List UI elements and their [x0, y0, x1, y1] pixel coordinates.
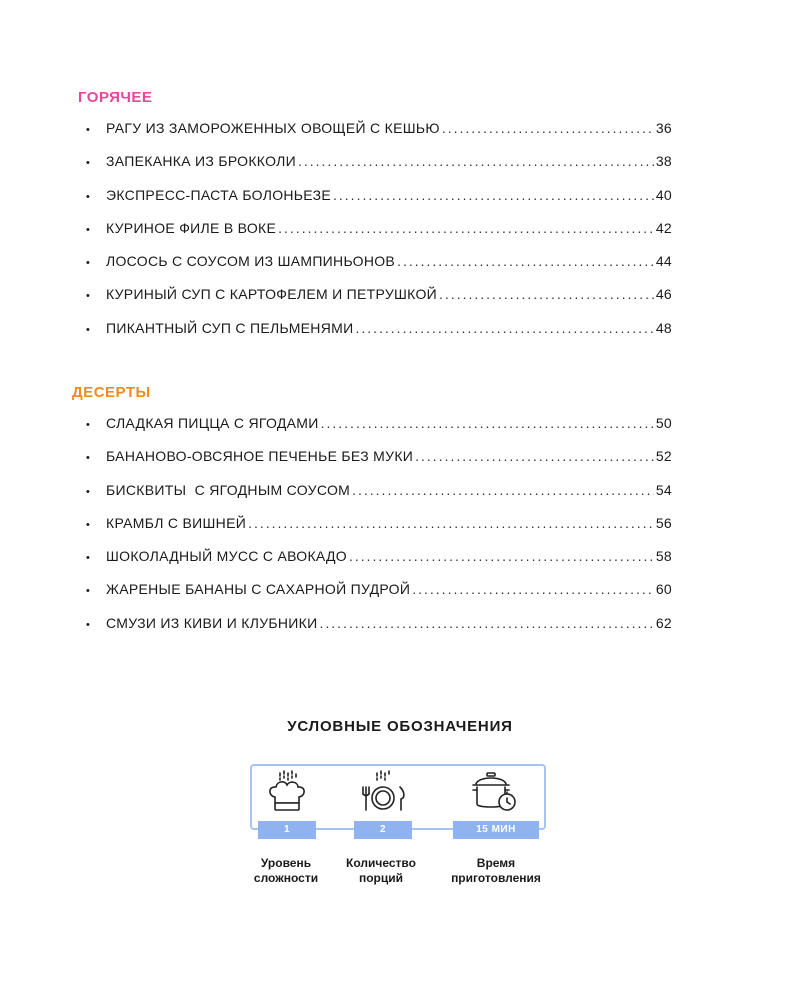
toc-item-title: ЖАРЕНЫЕ БАНАНЫ С САХАРНОЙ ПУДРОЙ [106, 581, 411, 598]
bullet: • [86, 552, 91, 565]
toc-item[interactable] [86, 286, 672, 319]
legend-title: УСЛОВНЫЕ ОБОЗНАЧЕНИЯ [287, 718, 513, 735]
leader-dots [278, 220, 654, 236]
toc-item[interactable] [86, 581, 672, 614]
toc-item-title: ЛОСОСЬ С СОУСОМ ИЗ ШАМПИНЬОНОВ [106, 253, 396, 270]
leader-dots [349, 548, 654, 564]
toc-item[interactable] [86, 548, 672, 581]
toc-item-title: ПИКАНТНЫЙ СУП С ПЕЛЬМЕНЯМИ [106, 319, 354, 336]
time-badge: 15 МИН [453, 821, 539, 839]
toc-item[interactable] [86, 415, 672, 448]
time-label [444, 856, 548, 886]
toc-item-page: 62 [655, 614, 672, 631]
toc-item-page: 48 [655, 319, 672, 336]
toc-item[interactable] [86, 253, 672, 286]
toc-item[interactable] [86, 482, 672, 515]
time-label-line1: Время [476, 856, 516, 870]
toc-item-page: 36 [655, 120, 672, 136]
chef-hat-icon [262, 770, 312, 814]
leader-dots [415, 448, 654, 464]
section-title-desserts: ДЕСЕРТЫ [72, 384, 151, 401]
leader-dots [439, 286, 654, 302]
leader-dots [248, 515, 654, 531]
leader-dots [333, 187, 654, 203]
toc-item-page: 46 [655, 286, 672, 303]
toc-item-title: КУРИНЫЙ СУП С КАРТОФЕЛЕМ И ПЕТРУШКОЙ [106, 286, 438, 303]
servings-label-line2: порций [358, 871, 404, 885]
servings-label [333, 856, 429, 886]
toc-item-title: ЭКСПРЕСС-ПАСТА БОЛОНЬЕЗЕ [106, 186, 332, 203]
toc-item-page: 38 [655, 153, 672, 170]
servings-label-line1: Количество [346, 856, 416, 870]
leader-dots [355, 320, 653, 336]
leader-dots [397, 253, 654, 269]
toc-item-title: КРАМБЛ С ВИШНЕЙ [106, 514, 247, 531]
toc-item-title: КУРИНОЕ ФИЛЕ В ВОКЕ [106, 219, 277, 236]
toc-item[interactable] [86, 615, 672, 648]
bullet: • [86, 452, 91, 465]
toc-item-title: ШОКОЛАДНЫЙ МУСС С АВОКАДО [106, 548, 347, 565]
toc-item-page: 42 [655, 219, 672, 236]
bullet: • [86, 323, 91, 336]
toc-item-page: 44 [655, 253, 672, 270]
toc-item-title: БИСКВИТЫ С ЯГОДНЫМ СОУСОМ [106, 481, 351, 498]
toc-item-page: 56 [655, 514, 672, 531]
toc-item[interactable] [86, 120, 672, 153]
toc-item[interactable] [86, 320, 672, 353]
servings-badge: 2 [354, 821, 412, 839]
toc-item-page: 52 [655, 448, 672, 465]
pot-timer-icon [470, 770, 520, 814]
leader-dots [321, 415, 654, 431]
toc-item-page: 54 [655, 481, 672, 498]
leader-dots [412, 581, 654, 597]
time-label-line2: приготовления [451, 871, 541, 885]
section-title-hot: ГОРЯЧЕЕ [78, 89, 153, 106]
bullet: • [86, 618, 91, 631]
bullet: • [86, 585, 91, 598]
toc-item-title: СМУЗИ ИЗ КИВИ И КЛУБНИКИ [106, 614, 318, 631]
toc-item[interactable] [86, 153, 672, 186]
bullet: • [86, 190, 91, 203]
toc-item-page: 50 [655, 415, 672, 431]
toc-list-hot [86, 120, 672, 353]
bullet: • [86, 257, 91, 270]
toc-item[interactable] [86, 515, 672, 548]
bullet: • [86, 290, 91, 303]
difficulty-label [238, 856, 334, 886]
bullet: • [86, 157, 91, 170]
toc-item-page: 40 [655, 186, 672, 203]
bullet: • [86, 518, 91, 531]
toc-item-title: СЛАДКАЯ ПИЦЦА С ЯГОДАМИ [106, 415, 319, 431]
leader-dots [320, 615, 654, 631]
toc-item[interactable] [86, 220, 672, 253]
leader-dots [298, 153, 654, 169]
difficulty-label-line1: Уровень [260, 856, 312, 870]
bullet: • [86, 419, 91, 431]
toc-item-page: 60 [655, 581, 672, 598]
toc-list-desserts [86, 415, 672, 648]
leader-dots [442, 120, 654, 136]
toc-item[interactable] [86, 187, 672, 220]
leader-dots [352, 482, 654, 498]
toc-item-title: БАНАНОВО-ОВСЯНОЕ ПЕЧЕНЬЕ БЕЗ МУКИ [106, 448, 414, 465]
bullet: • [86, 124, 91, 136]
bullet: • [86, 223, 91, 236]
difficulty-badge: 1 [258, 821, 316, 839]
toc-item-title: ЗАПЕКАНКА ИЗ БРОККОЛИ [106, 153, 296, 170]
bullet: • [86, 485, 91, 498]
toc-item-page: 58 [655, 548, 672, 565]
toc-item-title: РАГУ ИЗ ЗАМОРОЖЕННЫХ ОВОЩЕЙ С КЕШЬЮ [106, 120, 440, 136]
plate-cutlery-icon [358, 770, 408, 814]
toc-item[interactable] [86, 448, 672, 481]
difficulty-label-line2: сложности [253, 871, 319, 885]
